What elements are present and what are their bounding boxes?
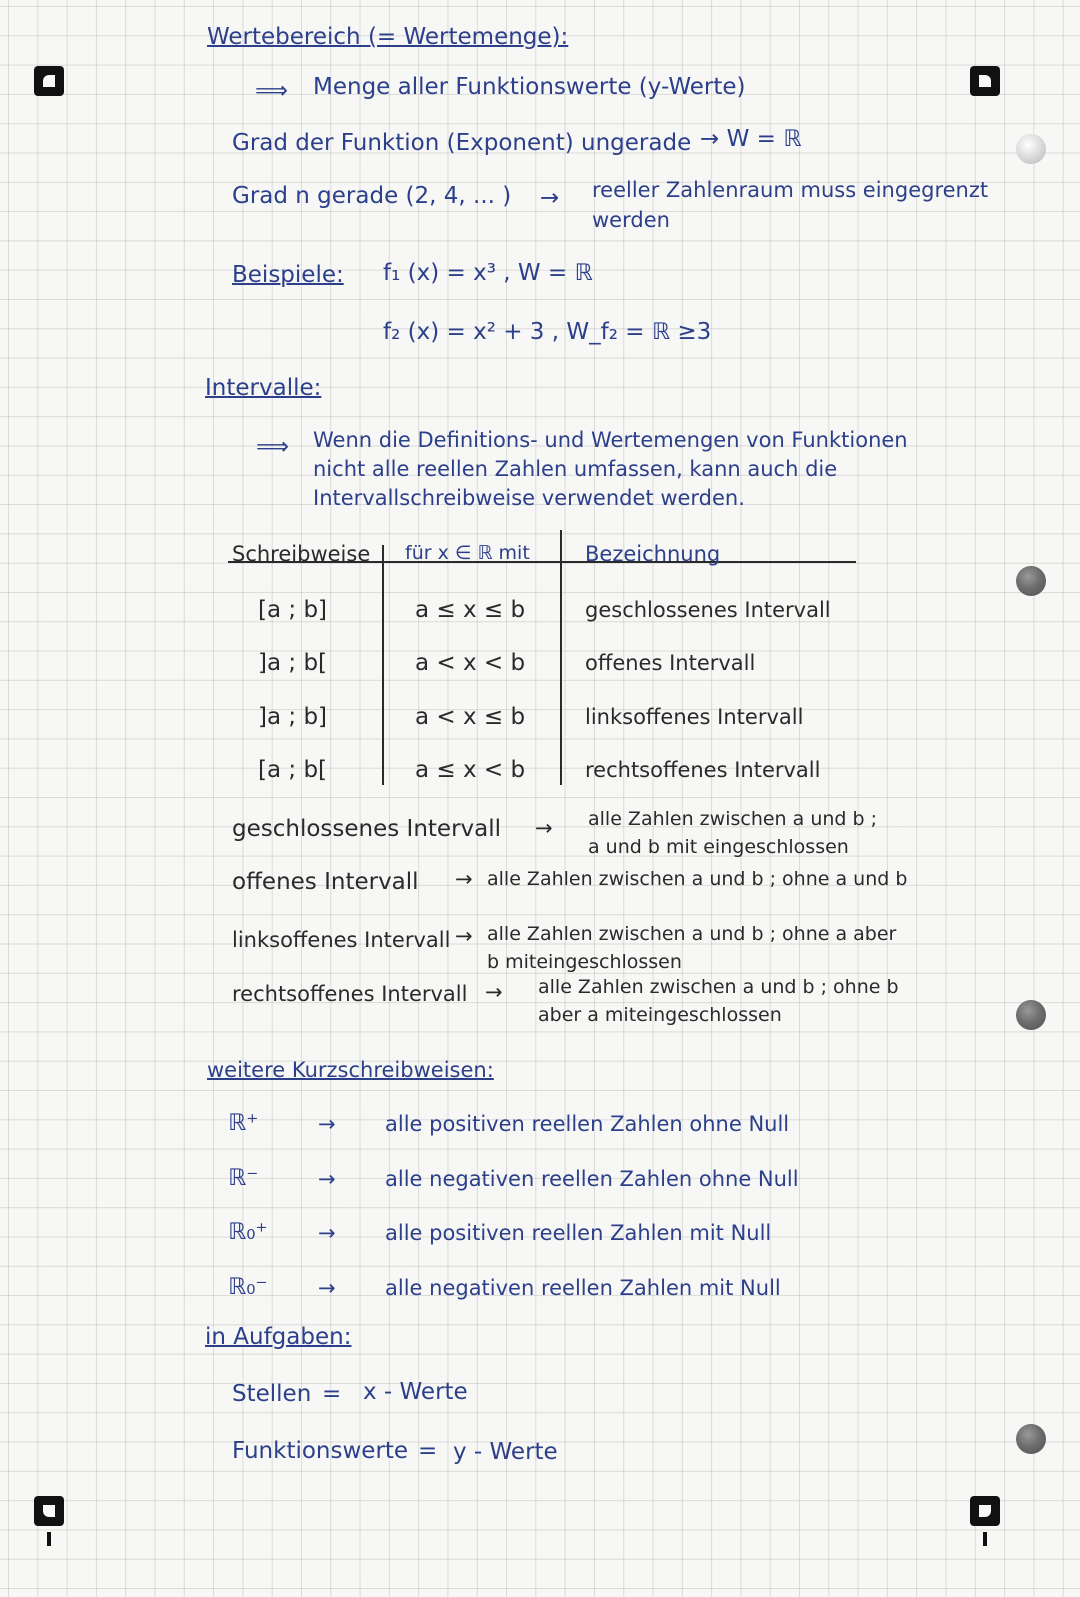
explanation-2-term: offenes Intervall bbox=[232, 869, 419, 895]
table-row-2-notation: ]a ; b[ bbox=[258, 650, 328, 676]
explanation-3-term: linksoffenes Intervall bbox=[232, 928, 451, 952]
wertebereich-heading: Wertebereich (= Wertemenge): bbox=[207, 24, 569, 50]
aufgaben-line1-right: x - Werte bbox=[363, 1379, 468, 1405]
table-header-condition: für x ∈ ℝ mit bbox=[405, 542, 530, 564]
intervalle-arrow: ⟹ bbox=[256, 434, 289, 460]
explanation-2-line1: alle Zahlen zwischen a und b ; ohne a und b bbox=[487, 868, 908, 890]
kurz-text-4: alle negativen reellen Zahlen mit Null bbox=[385, 1276, 781, 1300]
explanation-1-line2: a und b mit eingeschlossen bbox=[588, 836, 849, 858]
kurz-symbol-2: ℝ⁻ bbox=[228, 1165, 259, 1191]
tick-mark-icon bbox=[47, 1532, 51, 1546]
explanation-4-line1: alle Zahlen zwischen a und b ; ohne b bbox=[538, 976, 899, 998]
examples-label: Beispiele: bbox=[232, 262, 344, 288]
table-row-1-notation: [a ; b] bbox=[258, 597, 328, 623]
table-row-3-condition: a < x ≤ b bbox=[415, 704, 526, 730]
kurz-text-3: alle positiven reellen Zahlen mit Null bbox=[385, 1221, 772, 1245]
corner-mark-top-left-icon bbox=[34, 66, 64, 96]
corner-mark-bottom-left-icon bbox=[34, 1496, 64, 1526]
even-degree-result-line2: werden bbox=[592, 208, 670, 232]
kurz-text-2: alle negativen reellen Zahlen ohne Null bbox=[385, 1167, 799, 1191]
odd-degree-result: → W = ℝ bbox=[700, 126, 802, 152]
punch-hole-icon bbox=[1016, 1424, 1046, 1454]
explanation-4-term: rechtsoffenes Intervall bbox=[232, 982, 468, 1006]
punch-hole-icon bbox=[1016, 566, 1046, 596]
aufgaben-line1-eq: = bbox=[322, 1381, 342, 1407]
explanation-4-line2: aber a miteingeschlossen bbox=[538, 1004, 782, 1026]
kurzschreibweisen-heading: weitere Kurzschreibweisen: bbox=[207, 1058, 494, 1082]
kurz-symbol-3: ℝ₀⁺ bbox=[228, 1219, 268, 1245]
even-degree-result-line1: reeller Zahlenraum muss eingegrenzt bbox=[592, 178, 989, 202]
explanation-3-arrow: → bbox=[455, 924, 473, 948]
corner-mark-top-right-icon bbox=[970, 66, 1000, 96]
intervalle-text-line3: Intervallschreibweise verwendet werden. bbox=[313, 486, 745, 510]
even-degree-arrow: → bbox=[540, 185, 560, 211]
kurz-symbol-1: ℝ⁺ bbox=[228, 1110, 259, 1136]
example-2: f₂ (x) = x² + 3 , W_f₂ = ℝ ≥3 bbox=[383, 319, 712, 345]
table-row-3-name: linksoffenes Intervall bbox=[585, 705, 804, 729]
aufgaben-heading: in Aufgaben: bbox=[205, 1324, 352, 1350]
tick-mark-icon bbox=[983, 1532, 987, 1546]
aufgaben-line2-eq: = bbox=[418, 1438, 438, 1464]
intervalle-text-line2: nicht alle reellen Zahlen umfassen, kann auch die bbox=[313, 457, 838, 481]
explanation-3-line1: alle Zahlen zwischen a und b ; ohne a aber bbox=[487, 923, 897, 945]
table-row-4-name: rechtsoffenes Intervall bbox=[585, 758, 821, 782]
explanation-2-arrow: → bbox=[455, 867, 473, 891]
implication-arrow: ⟹ bbox=[255, 78, 288, 104]
table-header-bezeichnung: Bezeichnung bbox=[585, 542, 721, 566]
table-row-3-notation: ]a ; b] bbox=[258, 704, 328, 730]
aufgaben-line1-left: Stellen bbox=[232, 1381, 312, 1407]
kurz-arrow-4: → bbox=[318, 1276, 336, 1300]
table-column-divider bbox=[382, 545, 384, 785]
table-header-schreibweise: Schreibweise bbox=[232, 542, 371, 566]
table-row-1-condition: a ≤ x ≤ b bbox=[415, 597, 526, 623]
punch-hole-icon bbox=[1016, 1000, 1046, 1030]
corner-mark-bottom-right-icon bbox=[970, 1496, 1000, 1526]
kurz-symbol-4: ℝ₀⁻ bbox=[228, 1274, 268, 1300]
wertebereich-definition: Menge aller Funktionswerte (y-Werte) bbox=[313, 74, 746, 100]
even-degree-text: Grad n gerade (2, 4, ... ) bbox=[232, 183, 512, 209]
table-row-2-name: offenes Intervall bbox=[585, 651, 756, 675]
intervalle-text-line1: Wenn die Definitions- und Wertemengen von Funktionen bbox=[313, 428, 908, 452]
punch-hole-icon bbox=[1016, 134, 1046, 164]
example-1: f₁ (x) = x³ , W = ℝ bbox=[383, 260, 593, 286]
table-row-4-notation: [a ; b[ bbox=[258, 757, 328, 783]
table-row-1-name: geschlossenes Intervall bbox=[585, 598, 831, 622]
kurz-arrow-1: → bbox=[318, 1112, 336, 1136]
kurz-text-1: alle positiven reellen Zahlen ohne Null bbox=[385, 1112, 790, 1136]
aufgaben-line2-left: Funktionswerte bbox=[232, 1438, 409, 1464]
explanation-4-arrow: → bbox=[485, 980, 503, 1004]
aufgaben-line2-right: y - Werte bbox=[453, 1439, 558, 1465]
explanation-1-line1: alle Zahlen zwischen a und b ; bbox=[588, 808, 877, 830]
explanation-1-arrow: → bbox=[535, 816, 553, 840]
table-row-2-condition: a < x < b bbox=[415, 650, 526, 676]
explanation-3-line2: b miteingeschlossen bbox=[487, 951, 682, 973]
kurz-arrow-3: → bbox=[318, 1221, 336, 1245]
intervalle-heading: Intervalle: bbox=[205, 375, 322, 401]
table-column-divider bbox=[560, 530, 562, 785]
odd-degree-text: Grad der Funktion (Exponent) ungerade bbox=[232, 130, 692, 156]
table-row-4-condition: a ≤ x < b bbox=[415, 757, 526, 783]
explanation-1-term: geschlossenes Intervall bbox=[232, 816, 502, 842]
kurz-arrow-2: → bbox=[318, 1167, 336, 1191]
